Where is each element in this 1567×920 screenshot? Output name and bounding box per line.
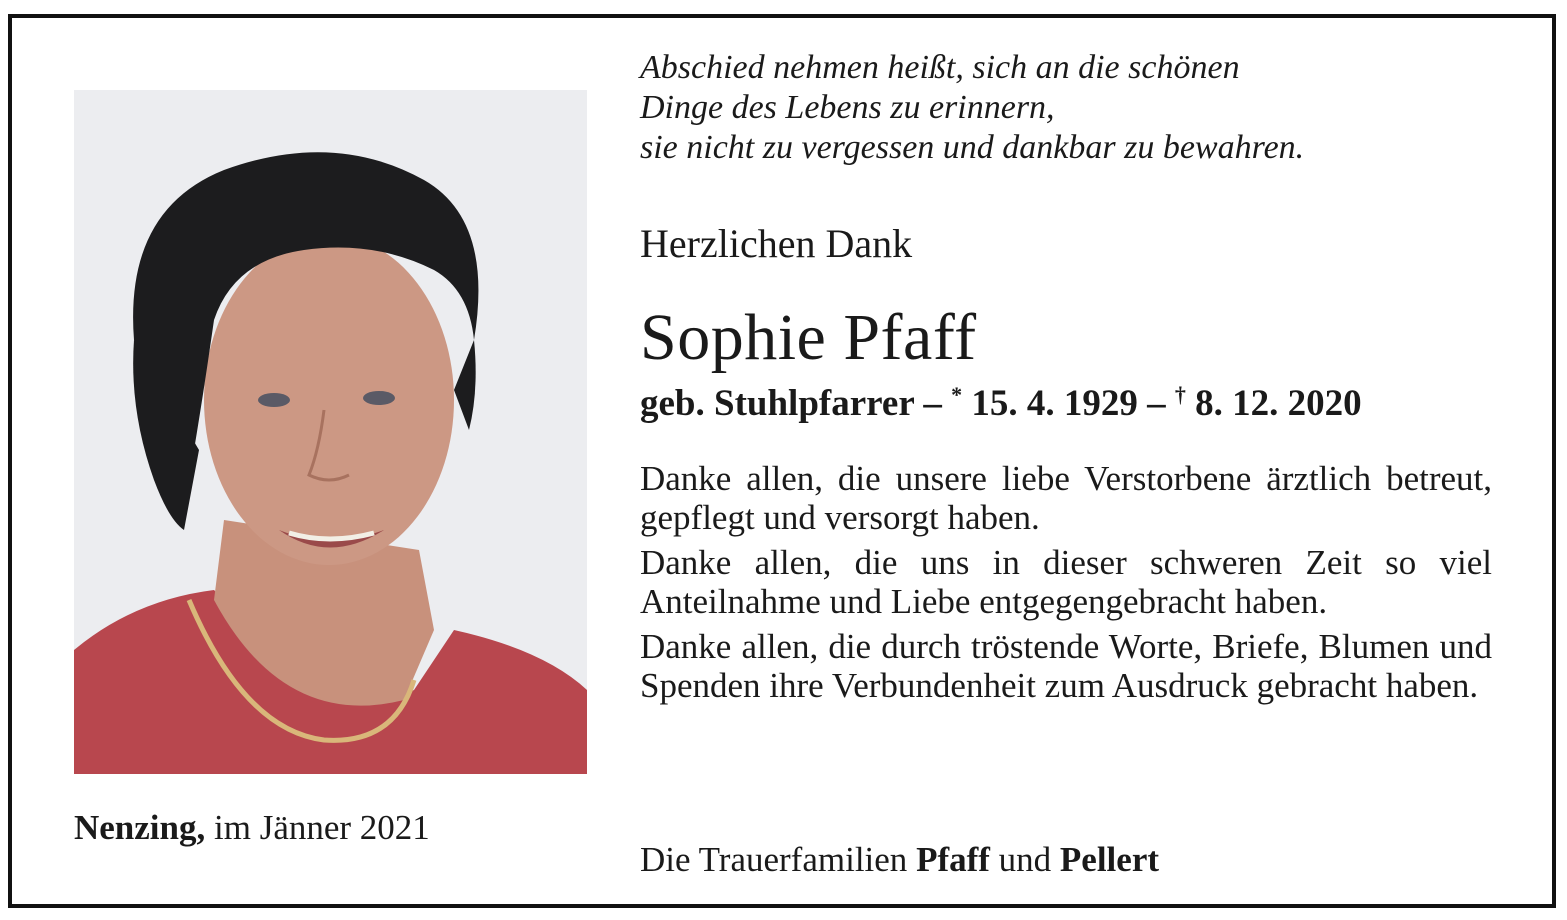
memorial-quote — [640, 48, 1304, 168]
separator: – — [914, 383, 952, 424]
birth-death-line — [640, 382, 1362, 425]
birth-date: 15. 4. 1929 — [962, 383, 1138, 424]
portrait-photo — [74, 90, 587, 774]
family-name-2: Pellert — [1059, 840, 1160, 879]
thanks-paragraphs — [640, 459, 1492, 711]
portrait-illustration — [74, 90, 587, 774]
thanks-paragraph: Danke allen, die durch tröstende Worte, Briefe, Blumen und Spenden ihre Verbundenheit zum Ausdruck gebracht haben. — [640, 627, 1492, 705]
deceased-name: Sophie Pfaff — [640, 301, 977, 374]
death-date: 8. 12. 2020 — [1185, 383, 1362, 424]
thanks-heading: Herzlichen Dank — [640, 221, 913, 266]
thanks-paragraph: Danke allen, die unsere liebe Verstorbene ärztlich betreut, gepflegt und versorgt haben. — [640, 459, 1492, 537]
family-signoff — [640, 840, 1159, 880]
thanks-paragraph: Danke allen, die uns in dieser schweren Zeit so viel Anteilnahme und Liebe entgegengebracht haben. — [640, 543, 1492, 621]
location-place: Nenzing, — [74, 808, 206, 847]
quote-line: Abschied nehmen heißt, sich an die schönen — [640, 49, 1240, 86]
quote-line: Dinge des Lebens zu erinnern, — [640, 89, 1055, 126]
quote-line: sie nicht zu vergessen und dankbar zu bewahren. — [640, 129, 1305, 166]
location-date — [74, 808, 430, 848]
death-cross-icon: † — [1174, 382, 1186, 407]
birth-name: geb. Stuhlpfarrer — [640, 383, 915, 424]
birth-star-icon: * — [951, 382, 963, 407]
signoff-prefix: Die Trauerfamilien — [640, 840, 917, 879]
location-month: im Jänner 2021 — [205, 808, 430, 847]
signoff-joiner: und — [989, 840, 1060, 879]
family-name-1: Pfaff — [916, 840, 990, 879]
obituary-card — [8, 14, 1556, 908]
separator: – — [1137, 383, 1175, 424]
